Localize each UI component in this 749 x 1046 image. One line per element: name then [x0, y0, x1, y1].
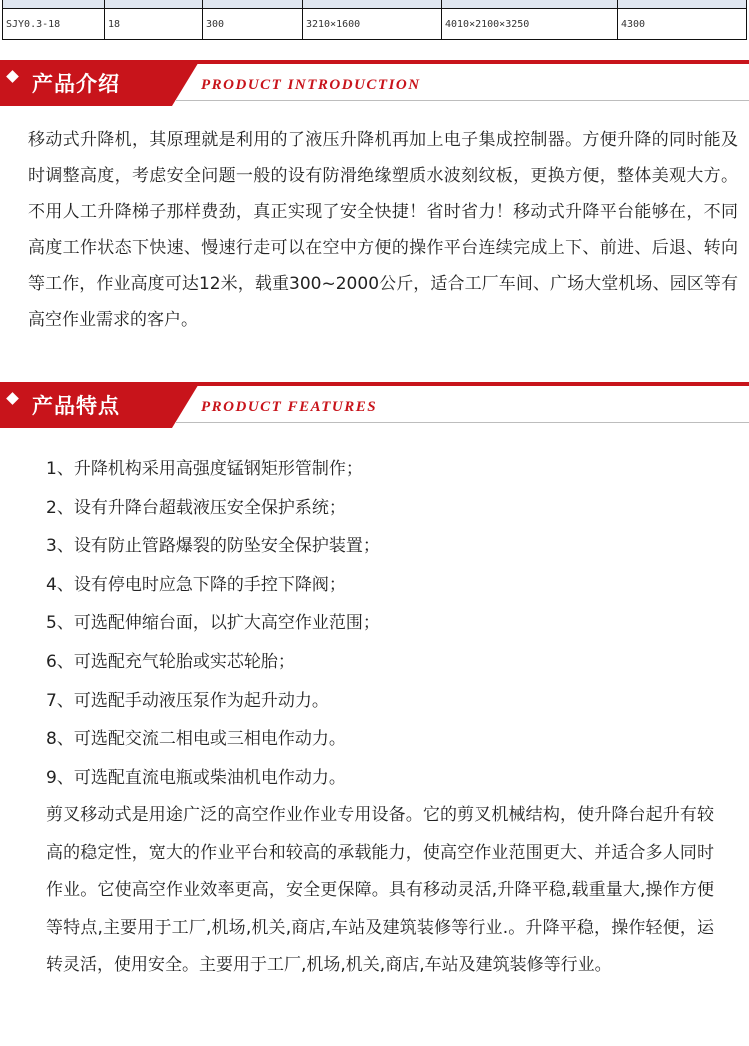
table-cell-model: SJY0.3-18 — [3, 9, 105, 40]
list-item: 6、可选配充气轮胎或实芯轮胎； — [46, 651, 295, 672]
table-cell-platform: 3210×1600 — [303, 9, 442, 40]
header-divider — [176, 100, 749, 101]
features-title-en: PRODUCT FEATURES — [201, 399, 378, 415]
list-item: 9、可选配直流电瓶或柴油机电作动力。 — [46, 767, 346, 788]
features-section-header — [0, 382, 749, 428]
list-item: 1、升降机构采用高强度锰钢矩形管制作； — [46, 459, 363, 479]
features-list — [46, 450, 380, 797]
intro-paragraph: 移动式升降机，其原理就是利用的了液压升降机再加上电子集成控制器。方便升降的同时能及时调整高度，考虑安全问题一般的设有防滑绝缘塑质水波刻纹板，更换方便，整体美观大方。不用人工升降梯子那样费劲，真正实现了安全快捷！省时省力！移动式升降平台能够在，不同高度工作状态下快速、慢速行走可以在空中方便的操作平台连续完成上下、前进、后退、转向等工作，作业高度可达12米，载重300~2000公斤，适合工厂车间、广场大堂机场、园区等有高空作业需求的客户。 — [28, 130, 738, 330]
table-cell-dimensions: 4010×2100×3250 — [442, 9, 618, 40]
list-item: 3、设有防止管路爆裂的防坠安全保护装置； — [46, 536, 380, 557]
list-item: 8、可选配交流二相电或三相电作动力。 — [46, 729, 346, 750]
table-cell-weight-value: 4300 — [618, 9, 747, 40]
spec-table — [2, 0, 747, 40]
table-cell-height: 18 — [105, 9, 203, 40]
features-title-cn: 产品特点 — [32, 393, 120, 418]
table-top-strip — [3, 0, 747, 9]
intro-section-header — [0, 60, 749, 106]
list-item: 7、可选配手动液压泵作为起升动力。 — [46, 690, 329, 711]
list-item: 5、可选配伸缩台面，以扩大高空作业范围； — [46, 613, 380, 634]
intro-title-en: PRODUCT INTRODUCTION — [201, 77, 421, 93]
intro-title-cn: 产品介绍 — [32, 71, 120, 96]
header-divider — [176, 422, 749, 423]
table-cell-load: 300 — [203, 9, 303, 40]
list-item: 2、设有升降台超载液压安全保护系统； — [46, 497, 346, 518]
list-item: 4、设有停电时应急下降的手控下降阀； — [46, 574, 346, 595]
table-row — [3, 9, 747, 40]
features-summary: 剪叉移动式是用途广泛的高空作业作业专用设备。它的剪叉机械结构，使升降台起升有较高的稳定性，宽大的作业平台和较高的承载能力，使高空作业范围更大、并适合多人同时作业。它使高空作业效率更高，安全更保障。具有移动灵活,升降平稳,载重量大,操作方便等特点,主要用于工厂,机场,机关,商店,车站及建筑装修等行业.。升降平稳，操作轻便，运转灵活，使用安全。主要用于工厂,机场,机关,商店,车站及建筑装修等行业。 — [46, 805, 714, 975]
